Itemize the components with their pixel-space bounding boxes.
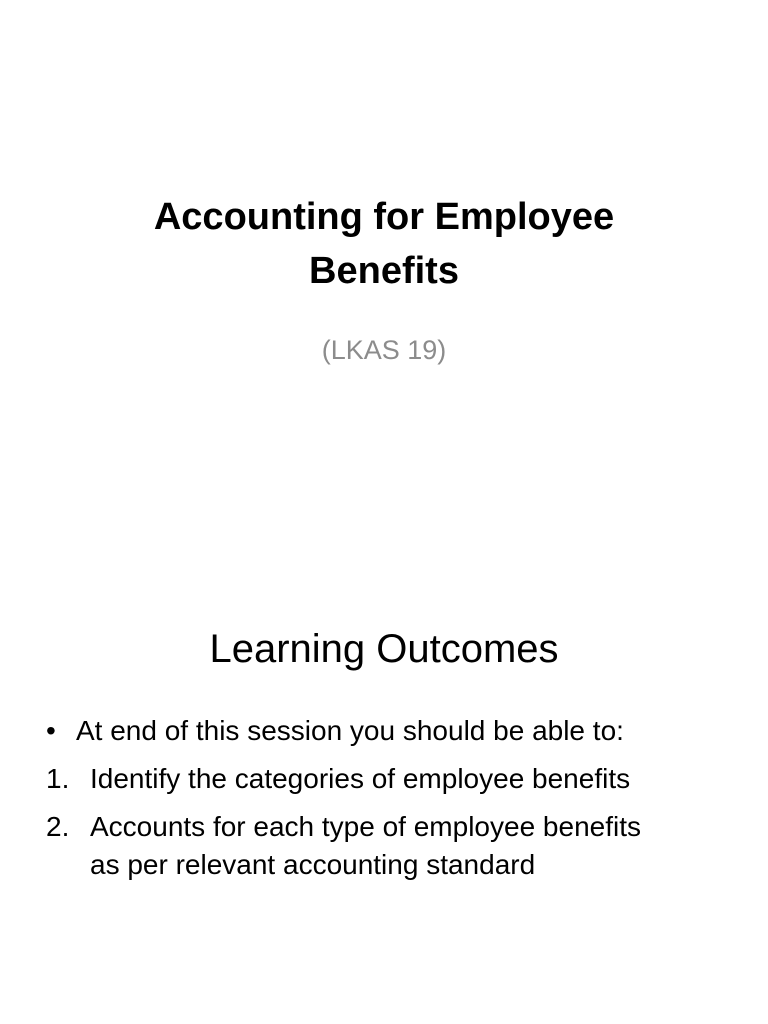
list-item bbox=[46, 808, 746, 884]
slide-title: Learning Outcomes bbox=[209, 627, 559, 671]
number-marker: 2. bbox=[46, 811, 70, 842]
list-item-text: At end of this session you should be able to: bbox=[76, 715, 624, 746]
number-marker: 1. bbox=[46, 763, 70, 794]
list-item-text: Identify the categories of employee benefits bbox=[90, 763, 631, 794]
slide-title-line: Accounting for Employee bbox=[153, 196, 615, 238]
slide-subtitle: (LKAS 19) bbox=[321, 335, 447, 365]
bullet-marker: • bbox=[46, 715, 56, 746]
list-item bbox=[46, 760, 746, 798]
list-item-text: as per relevant accounting standard bbox=[90, 849, 536, 880]
outcomes-list bbox=[46, 712, 746, 894]
slide-title-line: Benefits bbox=[309, 250, 459, 292]
learning-outcomes-slide bbox=[0, 512, 768, 1024]
list-item-text: Accounts for each type of employee benefits bbox=[90, 811, 641, 842]
list-item bbox=[46, 712, 746, 750]
slide-title bbox=[0, 190, 768, 298]
